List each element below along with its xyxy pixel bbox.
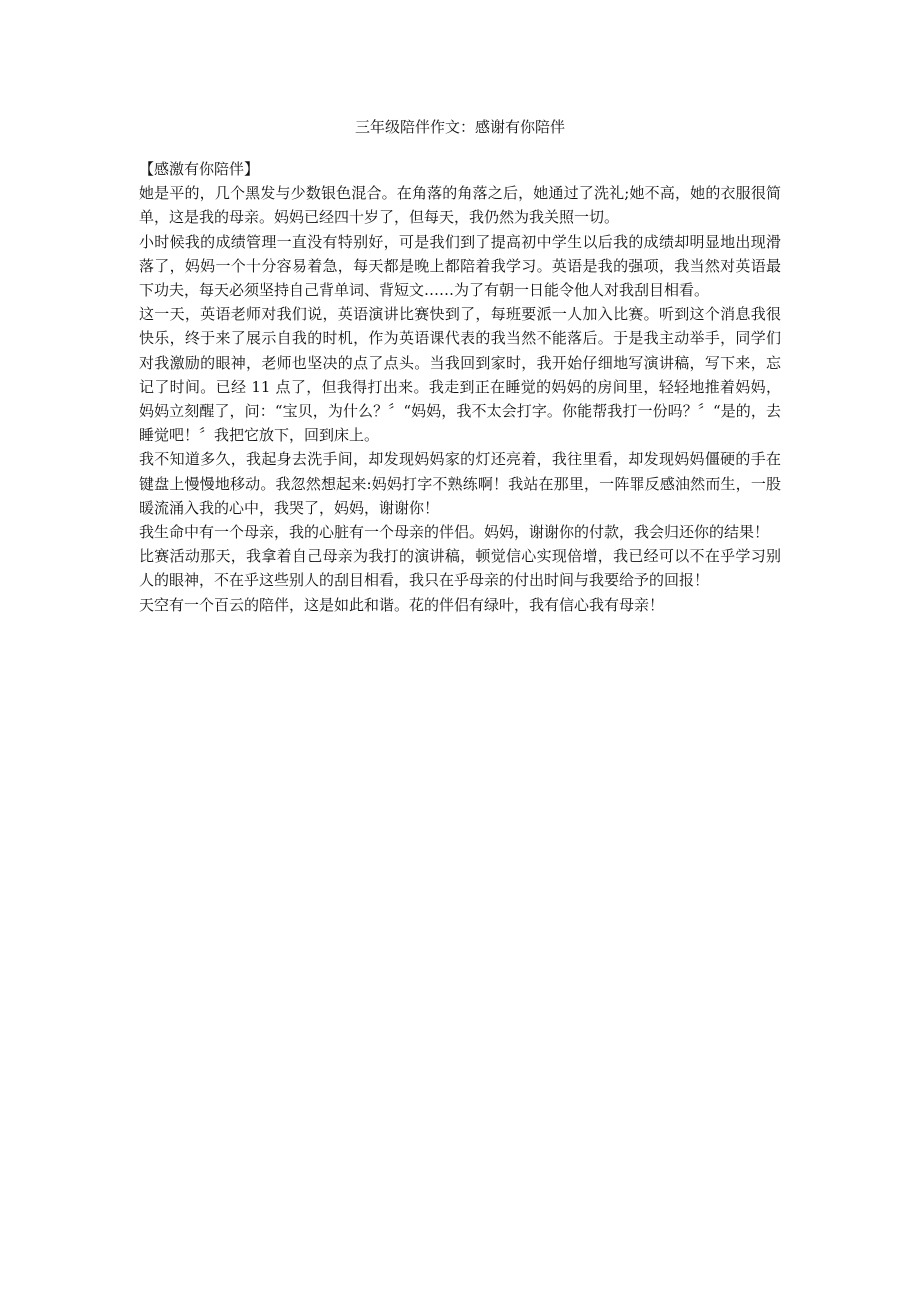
paragraph: 我生命中有一个母亲，我的心脏有一个母亲的伴侣。妈妈，谢谢你的付款，我会归还你的结果！: [139, 523, 770, 542]
paragraph: 小时候我的成绩管理一直没有特别好，可是我们到了提高初中学生以后我的成绩却明显地出现滑落了，妈妈一个十分容易着急，每天都是晚上都陪着我学习。英语是我的强项，我当然对英语最下功夫，每天必须坚持自己背单词、背短文……为了有朝一日能令他人对我刮目相看。: [139, 232, 781, 300]
paragraph: 我不知道多久，我起身去洗手间，却发现妈妈家的灯还亮着，我往里看，却发现妈妈僵硬的手在键盘上慢慢地移动。我忽然想起来:妈妈打字不熟练啊！我站在那里，一阵罪反感油然而生，一股暖流涌入我的心中，我哭了，妈妈，谢谢你！: [139, 450, 781, 517]
paragraph: 比赛活动那天，我拿着自己母亲为我打的演讲稿，顿觉信心实现倍增，我已经可以不在乎学习别人的眼神，不在乎这些别人的刮目相看，我只在乎母亲的付出时间与我要给予的回报！: [139, 547, 781, 590]
paragraph: 天空有一个百云的陪伴，这是如此和谐。花的伴侣有绿叶，我有信心我有母亲！: [139, 595, 665, 614]
document-title: 三年级陪伴作文：感谢有你陪伴: [354, 118, 565, 136]
document-body: [139, 157, 781, 617]
paragraph: 她是平的，几个黑发与少数银色混合。在角落的角落之后，她通过了洗礼;她不高，她的衣服很简单，这是我的母亲。妈妈已经四十岁了，但每天，我仍然为我关照一切。: [139, 184, 781, 227]
section-heading: 【感激有你陪伴】: [139, 160, 260, 178]
paragraph: 这一天，英语老师对我们说，英语演讲比赛快到了，每班要派一人加入比赛。听到这个消息我很快乐，终于来了展示自我的时机，作为英语课代表的我当然不能落后。于是我主动举手，同学们对我激励的眼神，老师也坚决的点了点头。当我回到家时，我开始仔细地写演讲稿，写下来，忘记了时间。已经 11 点了，但我得打出来。我走到正在睡觉的妈妈的房间里，轻轻地推着妈妈，妈妈立刻醒了，问：“宝贝，为什么？〞“妈妈，我不太会打字。你能帮我打一份吗？〞“是的，去睡觉吧！〞我把它放下，回到床上。: [139, 305, 781, 445]
